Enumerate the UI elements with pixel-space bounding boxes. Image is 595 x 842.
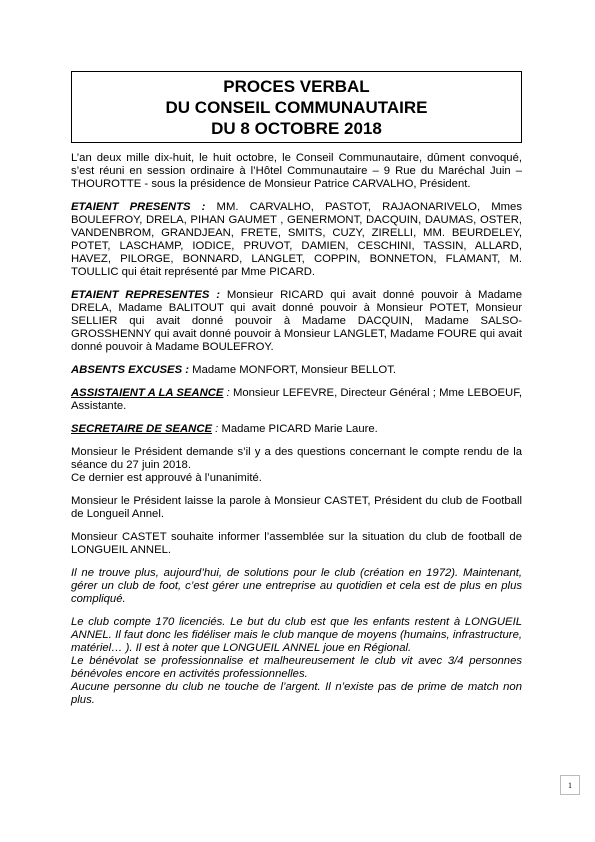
title-line-1: PROCES VERBAL: [223, 76, 370, 96]
italic-paragraph-3: Le bénévolat se professionnalise et malheureusement le club vit avec 3/4 personnes bénévoles encore en activités professionnelles.: [71, 655, 522, 680]
italic-paragraph-2: Le club compte 170 licenciés. Le but du club est que les enfants restent à LONGUEIL ANNEL. Il faut donc les fidéliser mais le club manque de moyens (humains, infrastructure, matériel… ). Il est à noter que LONGUEIL ANNEL joue en Régional.: [71, 616, 522, 654]
assistaient-paragraph: [71, 387, 522, 413]
assistaient-sep: :: [223, 387, 233, 399]
compte-rendu-line-1: Monsieur le Président demande s’il y a des questions concernant le compte rendu de la séance du 27 juin 2018.: [71, 446, 522, 471]
representes-text: Monsieur RICARD qui avait donné pouvoir à Madame DRELA, Madame BALITOUT qui avait donné pouvoir à Monsieur POTET, Monsieur SELLIER qui avait donné pouvoir à Madame DACQUIN, Madame SALSO-GROSSHENNY qui avait donné pouvoir à Monsieur LANGLET, Madame FOURE qui avait donné pouvoir à Madame BOULEFROY.: [71, 289, 522, 353]
title-box: [71, 71, 522, 143]
title-line-2: DU CONSEIL COMMUNAUTAIRE: [165, 97, 428, 117]
assistaient-label: ASSISTAIENT A LA SEANCE: [71, 387, 224, 399]
title-line-3: DU 8 OCTOBRE 2018: [211, 118, 382, 138]
assistaient-text: Monsieur LEFEVRE, Directeur Général ; Mme LEBOEUF, Assistante.: [71, 387, 523, 412]
secretaire-label: SECRETAIRE DE SEANCE: [71, 423, 213, 435]
representes-label: ETAIENT REPRESENTES :: [71, 289, 221, 301]
secretaire-sep: :: [212, 423, 222, 435]
presents-text: MM. CARVALHO, PASTOT, RAJAONARIVELO, Mmes BOULEFROY, DRELA, PIHAN GAUMET , GENERMONT, DACQUIN, DAUMAS, OSTER, VANDENBROM, GRANDJEAN, FRETE, SMITS, CUZY, ZIRELLI, MM. BEURDELEY, POTET, LASCHAMP, IODICE, PRUVOT, DAMIEN, CESCHINI, TASSIN, ALLARD, HAVEZ, PILORGE, BONNARD, LANGLET, COPPIN, BONNETON, FLAMANT, M. TOULLIC qui était représenté par Mme PICARD.: [71, 201, 522, 278]
presents-paragraph: [71, 201, 522, 279]
compte-rendu-line-2: Ce dernier est approuvé à l’unanimité.: [71, 472, 262, 484]
absents-label: ABSENTS EXCUSES :: [71, 364, 190, 376]
absents-text: Madame MONFORT, Monsieur BELLOT.: [189, 364, 396, 376]
secretaire-paragraph: [71, 423, 522, 436]
castet-paragraph: Monsieur CASTET souhaite informer l’assemblée sur la situation du club de football de LONGUEIL ANNEL.: [71, 531, 522, 556]
page-number: 1: [560, 775, 580, 795]
italic-paragraph-4: Aucune personne du club ne touche de l’argent. Il n’existe pas de prime de match non plus.: [71, 681, 522, 706]
secretaire-text: Madame PICARD Marie Laure.: [221, 423, 378, 435]
presents-label: ETAIENT PRESENTS :: [71, 201, 206, 213]
representes-paragraph: [71, 289, 522, 354]
intro-paragraph: L’an deux mille dix-huit, le huit octobre, le Conseil Communautaire, dûment convoqué, s’est réuni en session ordinaire à l’Hôtel Communautaire – 9 Rue du Maréchal Juin – THOUROTTE - sous la présidence de Monsieur Patrice CARVALHO, Président.: [71, 152, 522, 190]
absents-paragraph: [71, 364, 522, 377]
parole-paragraph: Monsieur le Président laisse la parole à Monsieur CASTET, Président du club de Football de Longueil Annel.: [71, 495, 522, 520]
italic-paragraph-1: Il ne trouve plus, aujourd’hui, de solutions pour le club (création en 1972). Maintenant, gérer un club de foot, c’est gérer une entreprise au quotidien et cela est de plus en plus compliqué.: [71, 567, 522, 605]
document-body: [71, 152, 522, 707]
